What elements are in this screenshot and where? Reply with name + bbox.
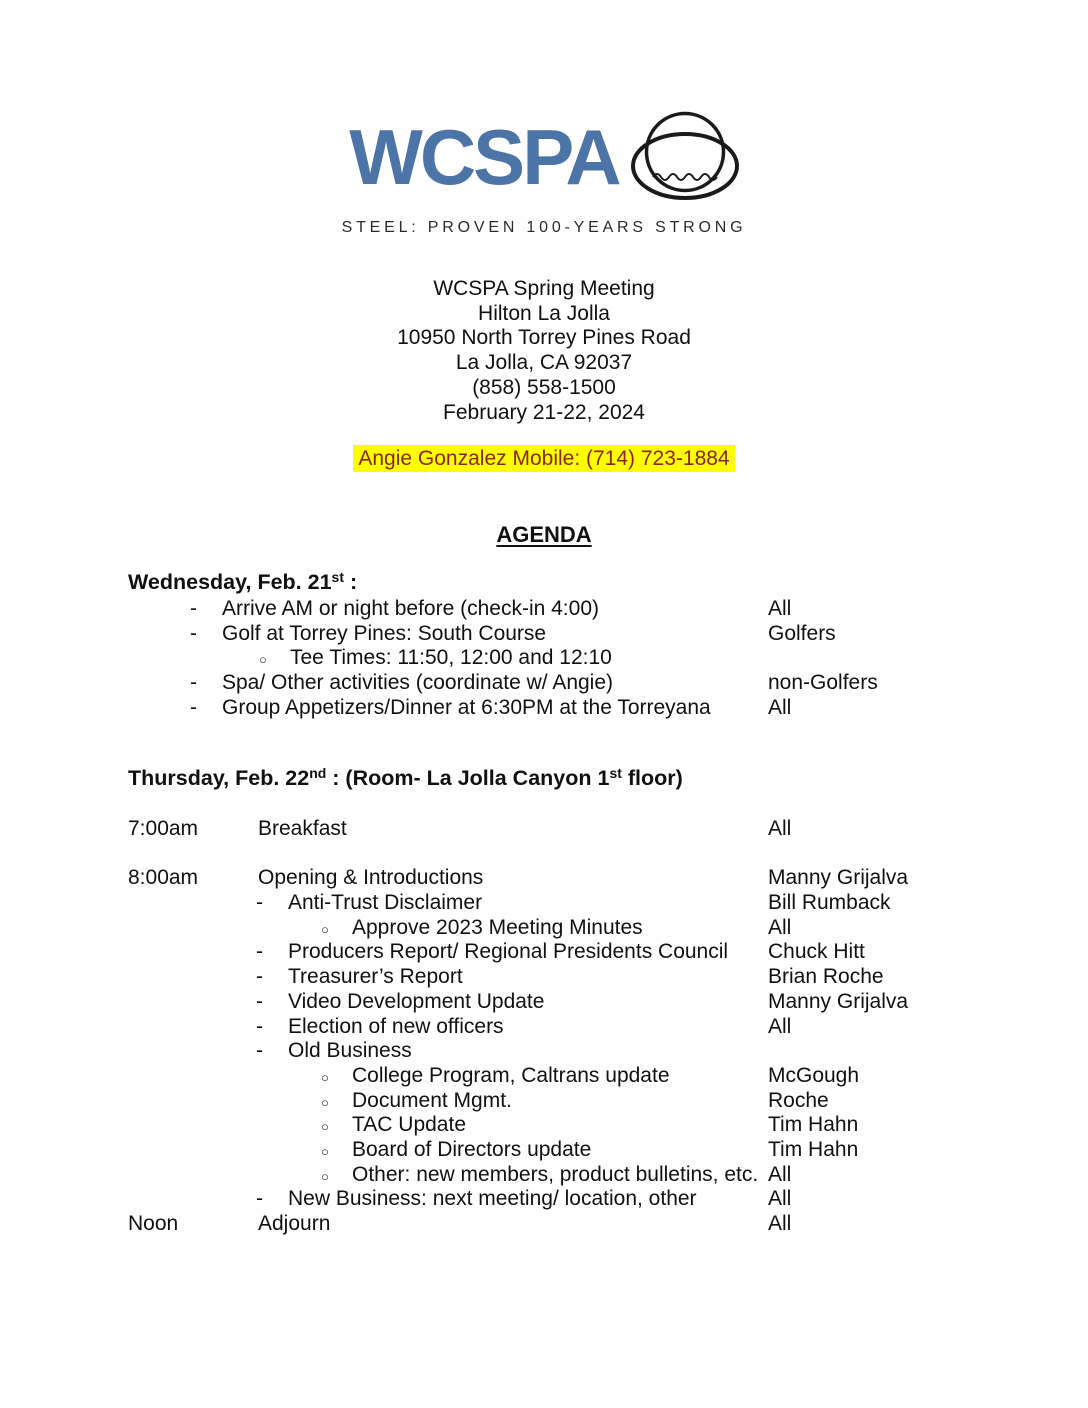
agenda-item-row [128, 1015, 1073, 1040]
row-bullet-icon: ○ [321, 1069, 329, 1085]
agenda-item-row [128, 1163, 1073, 1188]
row-bullet-icon: ○ [259, 652, 267, 668]
row-topic: Board of Directors update [352, 1137, 592, 1161]
pipe-arch-culvert-logo-icon [627, 106, 739, 208]
row-presenter: Brian Roche [768, 965, 884, 989]
row-topic: Producers Report/ Regional Presidents Council [288, 940, 729, 964]
meeting-info-line: February 21-22, 2024 [443, 400, 645, 424]
row-presenter: All [768, 817, 792, 840]
row-presenter: Chuck Hitt [768, 940, 865, 964]
row-bullet-icon: ○ [321, 1168, 329, 1184]
row-presenter: Manny Grijalva [768, 866, 909, 890]
row-presenter: McGough [768, 1063, 860, 1087]
row-bullet-icon: - [256, 965, 263, 989]
agenda-item-row [128, 1138, 1073, 1163]
agenda-title: AGENDA [496, 522, 592, 547]
row-presenter: Manny Grijalva [768, 989, 909, 1013]
row-topic: Arrive AM or night before (check-in 4:00) [222, 597, 599, 620]
row-bullet-icon: - [190, 695, 197, 719]
agenda-item-row [128, 1212, 1073, 1237]
wednesday-heading-colon: : [343, 570, 358, 594]
row-bullet-icon: - [256, 1187, 263, 1211]
agenda-item-row [128, 965, 1073, 990]
row-bullet-icon: - [256, 989, 263, 1013]
row-topic: Opening & Introductions [258, 866, 484, 890]
row-presenter: Golfers [768, 621, 836, 645]
agenda-item-row [128, 916, 1073, 941]
row-topic: TAC Update [352, 1113, 466, 1137]
row-topic: Video Development Update [288, 989, 545, 1013]
row-topic: Document Mgmt. [352, 1088, 512, 1112]
row-presenter: All [768, 1212, 792, 1235]
row-topic: Spa/ Other activities (coordinate w/ Angie) [222, 671, 614, 695]
row-presenter: non-Golfers [768, 671, 878, 695]
row-presenter: All [768, 1014, 792, 1038]
row-bullet-icon: - [256, 940, 263, 964]
highlighted-contact-text: Angie Gonzalez Mobile: (714) 723-1884 [353, 445, 734, 472]
thursday-heading-floor: floor) [621, 766, 683, 790]
agenda-item-row [128, 671, 1073, 696]
agenda-item-row [128, 1064, 1073, 1089]
row-bullet-icon: - [190, 671, 197, 695]
thursday-heading-room: : (Room- La Jolla Canyon 1 [326, 766, 610, 790]
agenda-item-row [128, 696, 1073, 721]
agenda-item-row [128, 866, 1073, 891]
row-presenter: All [768, 695, 792, 719]
row-topic: Treasurer’s Report [288, 965, 463, 989]
row-presenter: All [768, 1187, 792, 1211]
row-time: 8:00am [128, 866, 199, 890]
contact-line [0, 447, 1088, 471]
row-presenter: All [768, 1162, 792, 1186]
row-bullet-icon: - [190, 621, 197, 645]
row-topic: Adjourn [258, 1212, 331, 1235]
row-presenter: All [768, 915, 792, 939]
meeting-info-line: Hilton La Jolla [478, 301, 610, 325]
agenda-item-row [128, 1187, 1073, 1212]
row-topic: Other: new members, product bulletins, etc. [352, 1162, 759, 1186]
row-bullet-icon: - [190, 597, 197, 620]
thursday-floor-ordinal-suffix: st [609, 765, 622, 781]
meeting-info-line: (858) 558-1500 [472, 375, 616, 399]
row-bullet-icon: - [256, 891, 263, 915]
agenda-item-row [128, 1039, 1073, 1064]
wcspa-logo-block [0, 106, 1088, 237]
wednesday-heading-text: Wednesday, Feb. 21 [128, 570, 332, 594]
agenda-item-row [128, 646, 1073, 671]
row-topic: Breakfast [258, 817, 347, 840]
row-bullet-icon: ○ [321, 1119, 329, 1135]
row-topic: Old Business [288, 1039, 412, 1063]
agenda-item-row [128, 1089, 1073, 1114]
wednesday-items [128, 597, 1073, 720]
logo-row [0, 106, 1088, 208]
row-topic: Election of new officers [288, 1014, 504, 1038]
row-presenter: Roche [768, 1088, 829, 1112]
row-topic: Approve 2023 Meeting Minutes [352, 915, 643, 939]
row-topic: Group Appetizers/Dinner at 6:30PM at the Torreyana [222, 695, 711, 719]
agenda-item-row [128, 891, 1073, 916]
row-presenter: Bill Rumback [768, 891, 891, 915]
logo-tagline: STEEL: PROVEN 100-YEARS STRONG [341, 219, 747, 236]
row-bullet-icon: - [256, 1014, 263, 1038]
agenda-item-row [128, 842, 1073, 867]
agenda-item-row [128, 990, 1073, 1015]
row-time: 7:00am [128, 817, 199, 840]
meeting-info-line: La Jolla, CA 92037 [455, 351, 633, 375]
thursday-heading-text: Thursday, Feb. 22 [128, 766, 310, 790]
agenda-item-row [128, 622, 1073, 647]
agenda-item-row [128, 597, 1073, 622]
row-time: Noon [128, 1212, 179, 1235]
wednesday-ordinal-suffix: st [331, 569, 344, 585]
agenda-item-row [128, 817, 1073, 842]
row-topic: Golf at Torrey Pines: South Course [222, 621, 547, 645]
thursday-heading [128, 766, 683, 791]
row-topic: Anti-Trust Disclaimer [288, 891, 483, 915]
row-bullet-icon: ○ [321, 1094, 329, 1110]
row-bullet-icon: ○ [321, 1143, 329, 1159]
row-bullet-icon: - [256, 1039, 263, 1063]
thursday-ordinal-suffix: nd [309, 765, 327, 781]
wednesday-heading [128, 570, 357, 595]
row-presenter: Tim Hahn [768, 1137, 859, 1161]
row-topic: New Business: next meeting/ location, other [288, 1187, 697, 1211]
row-topic: Tee Times: 11:50, 12:00 and 12:10 [290, 646, 612, 670]
wcspa-logo-wordmark: WCSPA [349, 113, 619, 201]
row-presenter: Tim Hahn [768, 1113, 859, 1137]
row-presenter: All [768, 597, 792, 620]
row-topic: College Program, Caltrans update [352, 1063, 670, 1087]
thursday-rows [128, 817, 1073, 1237]
agenda-item-row [128, 1113, 1073, 1138]
meeting-info [0, 277, 1088, 425]
meeting-info-line: 10950 North Torrey Pines Road [397, 326, 691, 350]
agenda-item-row [128, 940, 1073, 965]
meeting-info-line: WCSPA Spring Meeting [433, 277, 655, 300]
row-bullet-icon: ○ [321, 921, 329, 937]
